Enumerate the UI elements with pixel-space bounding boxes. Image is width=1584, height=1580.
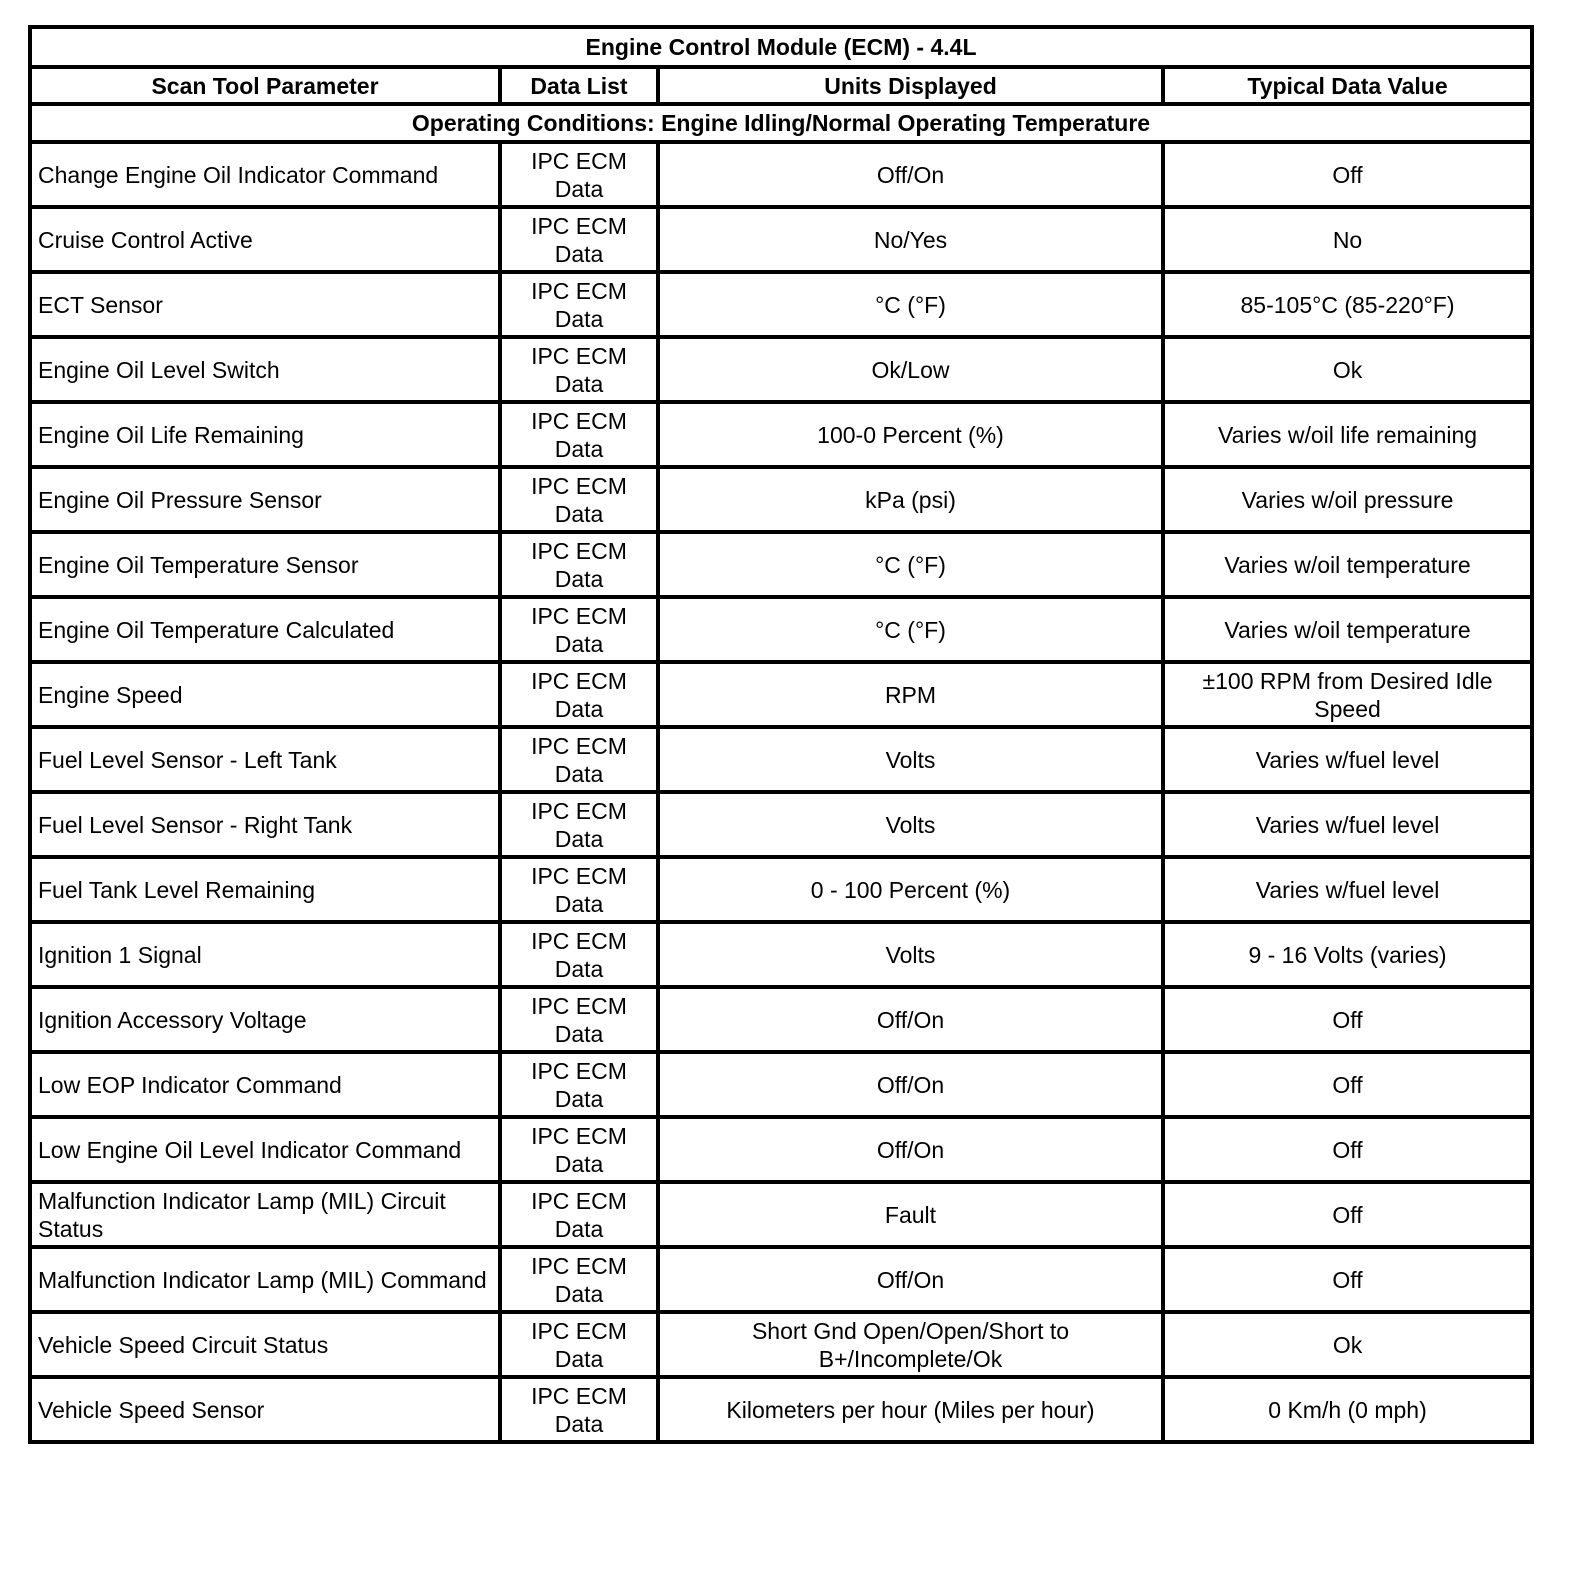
units-cell: Off/On <box>658 1052 1163 1117</box>
ecm-data-table <box>28 25 1534 1444</box>
parameter-cell: Fuel Level Sensor - Right Tank <box>30 792 500 857</box>
parameter-cell: Ignition 1 Signal <box>30 922 500 987</box>
data-list-cell: IPC ECM Data <box>500 597 658 662</box>
units-cell: Kilometers per hour (Miles per hour) <box>658 1377 1163 1442</box>
header-scan-tool-parameter: Scan Tool Parameter <box>30 67 500 104</box>
table-row <box>30 597 1532 662</box>
units-cell: Off/On <box>658 1247 1163 1312</box>
column-header-row <box>30 67 1532 104</box>
table-row <box>30 337 1532 402</box>
table-row <box>30 857 1532 922</box>
data-list-cell: IPC ECM Data <box>500 402 658 467</box>
data-list-cell: IPC ECM Data <box>500 1182 658 1247</box>
data-list-cell: IPC ECM Data <box>500 207 658 272</box>
units-cell: Fault <box>658 1182 1163 1247</box>
operating-conditions-row <box>30 104 1532 142</box>
typical-value-cell: ±100 RPM from Desired Idle Speed <box>1163 662 1532 727</box>
units-cell: Ok/Low <box>658 337 1163 402</box>
units-cell: No/Yes <box>658 207 1163 272</box>
table-row <box>30 532 1532 597</box>
table-title-row <box>30 27 1532 67</box>
typical-value-cell: Varies w/fuel level <box>1163 727 1532 792</box>
table-row <box>30 207 1532 272</box>
table-row <box>30 1312 1532 1377</box>
typical-value-cell: No <box>1163 207 1532 272</box>
typical-value-cell: 85-105°C (85-220°F) <box>1163 272 1532 337</box>
table-row <box>30 1247 1532 1312</box>
units-cell: Off/On <box>658 142 1163 207</box>
parameter-cell: Vehicle Speed Sensor <box>30 1377 500 1442</box>
units-cell: Volts <box>658 922 1163 987</box>
data-list-cell: IPC ECM Data <box>500 1377 658 1442</box>
typical-value-cell: Off <box>1163 1117 1532 1182</box>
typical-value-cell: Off <box>1163 1052 1532 1117</box>
units-cell: Off/On <box>658 987 1163 1052</box>
units-cell: 100-0 Percent (%) <box>658 402 1163 467</box>
parameter-cell: Fuel Level Sensor - Left Tank <box>30 727 500 792</box>
data-list-cell: IPC ECM Data <box>500 1247 658 1312</box>
table-row <box>30 467 1532 532</box>
typical-value-cell: Off <box>1163 987 1532 1052</box>
parameter-cell: Low EOP Indicator Command <box>30 1052 500 1117</box>
units-cell: Off/On <box>658 1117 1163 1182</box>
typical-value-cell: Ok <box>1163 1312 1532 1377</box>
table-row <box>30 142 1532 207</box>
parameter-cell: Engine Speed <box>30 662 500 727</box>
typical-value-cell: 9 - 16 Volts (varies) <box>1163 922 1532 987</box>
typical-value-cell: Ok <box>1163 337 1532 402</box>
parameter-cell: Malfunction Indicator Lamp (MIL) Circuit Status <box>30 1182 500 1247</box>
parameter-cell: Engine Oil Temperature Sensor <box>30 532 500 597</box>
parameter-cell: Low Engine Oil Level Indicator Command <box>30 1117 500 1182</box>
typical-value-cell: Off <box>1163 1247 1532 1312</box>
table-row <box>30 662 1532 727</box>
parameter-cell: Engine Oil Life Remaining <box>30 402 500 467</box>
typical-value-cell: Varies w/oil temperature <box>1163 597 1532 662</box>
parameter-cell: ECT Sensor <box>30 272 500 337</box>
data-list-cell: IPC ECM Data <box>500 337 658 402</box>
table-row <box>30 792 1532 857</box>
data-list-cell: IPC ECM Data <box>500 987 658 1052</box>
typical-value-cell: Varies w/fuel level <box>1163 857 1532 922</box>
table-row <box>30 1052 1532 1117</box>
data-list-cell: IPC ECM Data <box>500 272 658 337</box>
header-typical-data-value: Typical Data Value <box>1163 67 1532 104</box>
table-title: Engine Control Module (ECM) - 4.4L <box>30 27 1532 67</box>
typical-value-cell: 0 Km/h (0 mph) <box>1163 1377 1532 1442</box>
typical-value-cell: Off <box>1163 1182 1532 1247</box>
parameter-cell: Engine Oil Temperature Calculated <box>30 597 500 662</box>
operating-conditions: Operating Conditions: Engine Idling/Normal Operating Temperature <box>30 104 1532 142</box>
units-cell: Short Gnd Open/Open/Short to B+/Incomplete/Ok <box>658 1312 1163 1377</box>
parameter-cell: Change Engine Oil Indicator Command <box>30 142 500 207</box>
data-list-cell: IPC ECM Data <box>500 922 658 987</box>
data-list-cell: IPC ECM Data <box>500 532 658 597</box>
units-cell: °C (°F) <box>658 532 1163 597</box>
data-list-cell: IPC ECM Data <box>500 1117 658 1182</box>
typical-value-cell: Varies w/oil life remaining <box>1163 402 1532 467</box>
table-row <box>30 922 1532 987</box>
header-data-list: Data List <box>500 67 658 104</box>
data-list-cell: IPC ECM Data <box>500 142 658 207</box>
data-list-cell: IPC ECM Data <box>500 1312 658 1377</box>
units-cell: 0 - 100 Percent (%) <box>658 857 1163 922</box>
units-cell: RPM <box>658 662 1163 727</box>
typical-value-cell: Varies w/oil temperature <box>1163 532 1532 597</box>
table-row <box>30 1117 1532 1182</box>
units-cell: kPa (psi) <box>658 467 1163 532</box>
table-row <box>30 1182 1532 1247</box>
parameter-cell: Engine Oil Level Switch <box>30 337 500 402</box>
units-cell: °C (°F) <box>658 272 1163 337</box>
parameter-cell: Cruise Control Active <box>30 207 500 272</box>
header-units-displayed: Units Displayed <box>658 67 1163 104</box>
data-list-cell: IPC ECM Data <box>500 1052 658 1117</box>
units-cell: Volts <box>658 727 1163 792</box>
table-row <box>30 402 1532 467</box>
data-list-cell: IPC ECM Data <box>500 857 658 922</box>
data-list-cell: IPC ECM Data <box>500 662 658 727</box>
table-row <box>30 272 1532 337</box>
parameter-cell: Malfunction Indicator Lamp (MIL) Command <box>30 1247 500 1312</box>
units-cell: °C (°F) <box>658 597 1163 662</box>
parameter-cell: Ignition Accessory Voltage <box>30 987 500 1052</box>
units-cell: Volts <box>658 792 1163 857</box>
parameter-cell: Fuel Tank Level Remaining <box>30 857 500 922</box>
typical-value-cell: Varies w/oil pressure <box>1163 467 1532 532</box>
table-row <box>30 1377 1532 1442</box>
typical-value-cell: Varies w/fuel level <box>1163 792 1532 857</box>
data-list-cell: IPC ECM Data <box>500 792 658 857</box>
data-list-cell: IPC ECM Data <box>500 727 658 792</box>
table-row <box>30 987 1532 1052</box>
typical-value-cell: Off <box>1163 142 1532 207</box>
table-row <box>30 727 1532 792</box>
parameter-cell: Vehicle Speed Circuit Status <box>30 1312 500 1377</box>
parameter-cell: Engine Oil Pressure Sensor <box>30 467 500 532</box>
data-list-cell: IPC ECM Data <box>500 467 658 532</box>
